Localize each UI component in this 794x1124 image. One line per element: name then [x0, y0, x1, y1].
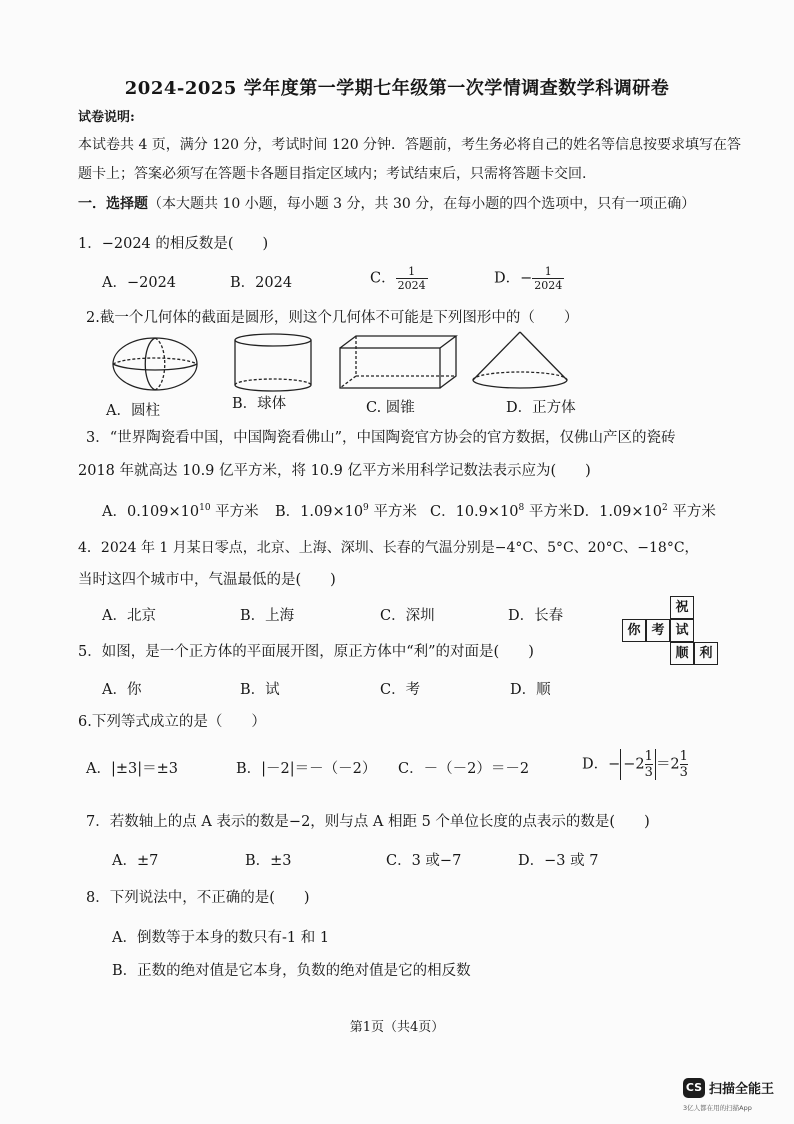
- q8-option-b: B．正数的绝对值是它本身，负数的绝对值是它的相反数: [112, 963, 471, 979]
- q3-option-b: [275, 500, 417, 521]
- net-cell-1: 祝: [670, 596, 694, 619]
- q4-line-2: 当时这四个城市中，气温最低的是( ): [78, 572, 336, 588]
- q4-option-c: C．深圳: [380, 608, 435, 624]
- page-footer: 第1页（共4页）: [349, 1020, 445, 1035]
- q3-a-unit: 平方米: [210, 504, 259, 520]
- watermark-name: 扫描全能王: [709, 1082, 775, 1097]
- q7-option-b: B．±3: [245, 853, 292, 869]
- q7-option-d: D．−3 或 7: [518, 853, 599, 869]
- q7-stem: 7．若数轴上的点 A 表示的数是−2，则与点 A 相距 5 个单位长度的点表示的数是( ): [86, 814, 650, 830]
- q7-option-c: C．3 或−7: [386, 853, 462, 869]
- q3-line-1: 3．“世界陶瓷看中国，中国陶瓷看佛山”，中国陶瓷官方协会的官方数据，仅佛山产区的瓷砖: [86, 430, 676, 446]
- q3-option-d: [573, 500, 716, 521]
- q1-c-label: C．: [370, 270, 396, 287]
- q3-c-unit: 平方米: [524, 504, 573, 520]
- q2-option-c: C. 圆锥: [366, 400, 415, 416]
- q1-c-fraction: [396, 265, 428, 292]
- q3-b-base: B．1.09×10: [275, 504, 364, 520]
- q3-line-2: 2018 年就高达 10.9 亿平方米，将 10.9 亿平方米用科学记数法表示应为( ): [78, 463, 591, 479]
- section-1-heading: 一．选择题: [78, 196, 148, 212]
- q6-d-rnum: 1: [679, 749, 688, 764]
- cone-shape: [473, 332, 567, 388]
- q4-line-1: 4．2024 年 1 月某日零点，北京、上海、深圳、长春的气温分别是−4°C、5°C、20°C、−18°C，: [78, 540, 699, 556]
- net-cell-5: 顺: [670, 642, 694, 665]
- q5-option-b: B．试: [240, 682, 280, 698]
- q6-d-den: 3: [644, 765, 653, 780]
- q1-option-b: B．2024: [230, 275, 293, 291]
- q3-c-base: C．10.9×10: [430, 504, 519, 520]
- q2-option-d: D．正方体: [506, 400, 576, 416]
- q5-option-a: A．你: [102, 682, 142, 698]
- q1-d-den: 2024: [534, 279, 563, 292]
- q2-option-b: B．球体: [232, 396, 287, 412]
- instructions-line-1: 本试卷共 4 页，满分 120 分，考试时间 120 分钟．答题前，考生务必将自己的姓名等信息按要求填写在答: [78, 137, 742, 153]
- q5-stem: 5．如图，是一个正方体的平面展开图，原正方体中“利”的对面是( ): [78, 644, 534, 660]
- q6-d-equals: ＝2: [655, 756, 680, 773]
- q8-stem: 8．下列说法中，不正确的是( ): [86, 890, 310, 906]
- q1-option-c: [370, 265, 428, 292]
- q7-option-a: A．±7: [112, 853, 159, 869]
- net-cell-3: 考: [646, 619, 670, 642]
- q1-option-d: [494, 265, 564, 292]
- net-cell-2: 你: [622, 619, 646, 642]
- q4-option-b: B．上海: [240, 608, 295, 624]
- q3-a-base: A．0.109×10: [102, 504, 200, 520]
- q3-d-base: D．1.09×10: [573, 504, 663, 520]
- q3-option-a: [102, 500, 259, 521]
- section-1-header: [78, 193, 695, 213]
- q6-stem: 6.下列等式成立的是（ ）: [78, 714, 266, 730]
- exam-title: 2024-2025 学年度第一学期七年级第一次学情调查数学科调研卷: [124, 78, 670, 99]
- q1-c-den: 2024: [397, 279, 426, 292]
- camscanner-logo-icon: CS: [683, 1078, 705, 1098]
- q3-d-unit: 平方米: [667, 504, 716, 520]
- q2-solids-figure: [110, 330, 610, 395]
- q1-stem: 1．−2024 的相反数是( ): [78, 236, 269, 252]
- section-1-desc: （本大题共 10 小题，每小题 3 分，共 30 分，在每小题的四个选项中，只有一项正确）: [148, 196, 696, 212]
- instructions-line-2: 题卡上；答案必须写在答题卡各题目指定区域内；考试结束后，只需将答题卡交回.: [78, 166, 587, 182]
- q5-cube-net-figure: [622, 596, 726, 670]
- q1-option-a: A．−2024: [102, 275, 177, 291]
- scanner-watermark: [683, 1077, 783, 1117]
- q3-c-exponent: 8: [518, 503, 525, 514]
- q6-d-num: 1: [644, 749, 653, 764]
- ellipsoid-shape: [113, 338, 197, 390]
- q3-b-unit: 平方米: [368, 504, 417, 520]
- q3-d-exponent: 2: [662, 503, 668, 514]
- q3-option-c: [430, 500, 572, 521]
- q6-d-whole: −2: [623, 756, 645, 773]
- q1-d-label: D．−: [494, 270, 533, 287]
- q6-d-abs-bars: [620, 749, 656, 780]
- q1-c-num: 1: [396, 265, 428, 279]
- q4-option-d: D．长春: [508, 608, 564, 624]
- q5-option-d: D．顺: [510, 682, 551, 698]
- cylinder-shape: [235, 334, 311, 391]
- q1-d-num: 1: [532, 265, 564, 279]
- q8-option-a: A．倒数等于本身的数只有-1 和 1: [112, 930, 330, 946]
- q6-d-rden: 3: [679, 765, 688, 780]
- q5-option-c: C．考: [380, 682, 421, 698]
- q2-option-a: A．圆柱: [106, 403, 160, 419]
- q6-option-d: [582, 749, 688, 780]
- q6-option-a: A．|±3|＝±3: [86, 761, 178, 777]
- q6-option-b: B．|－2|＝－（－2）: [236, 761, 377, 777]
- q6-d-result-fraction: [680, 749, 688, 780]
- q3-a-exponent: 10: [199, 503, 211, 514]
- q1-d-fraction: [532, 265, 564, 292]
- q6-option-c: C．－（－2）＝－2: [398, 761, 530, 777]
- net-cell-4: 试: [670, 619, 694, 642]
- q3-b-exponent: 9: [363, 503, 369, 514]
- instructions-heading: 试卷说明:: [78, 110, 135, 125]
- watermark-slogan: 3亿人都在用的扫描App: [683, 1104, 752, 1112]
- q4-option-a: A．北京: [102, 608, 156, 624]
- q6-d-label: D．−: [582, 756, 621, 773]
- q6-d-fraction: [645, 749, 653, 780]
- net-cell-6: 利: [694, 642, 718, 665]
- q2-stem: 2.截一个几何体的截面是圆形，则这个几何体不可能是下列图形中的（ ）: [86, 310, 579, 326]
- cuboid-shape: [340, 336, 456, 388]
